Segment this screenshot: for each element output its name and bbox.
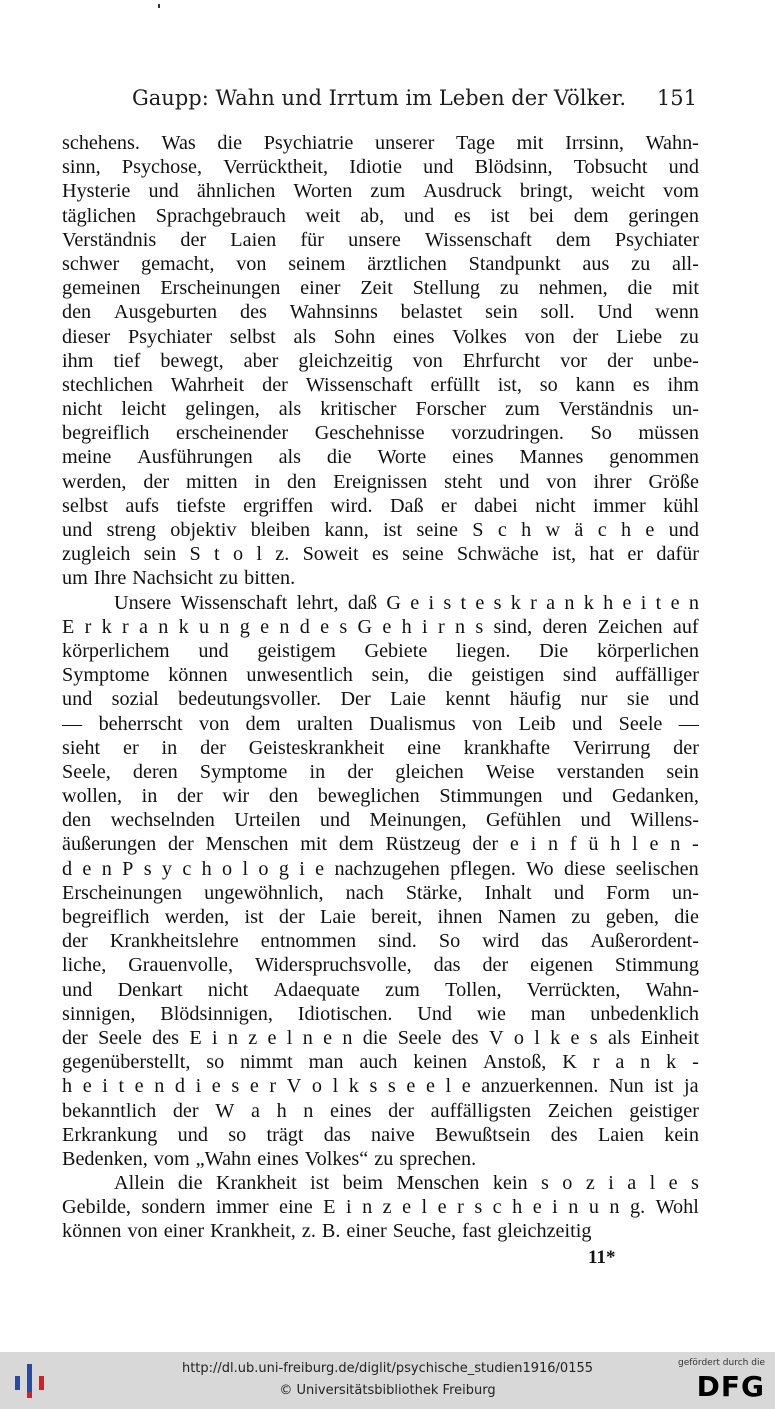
text-line: wollen, in der wir den beweglichen Stimmungen und Gedanken,	[62, 785, 699, 808]
text-line: gemeinen Erscheinungen einer Zeit Stellung zu nehmen, die mit	[62, 277, 699, 300]
text-line: werden, der mitten in den Ereignissen steht und von ihrer Größe	[62, 470, 699, 493]
page-header	[62, 86, 697, 118]
text-line: und streng objektiv bleiben kann, ist seine S c h w ä c h e und	[62, 519, 699, 541]
text-line: den Ausgeburten des Wahnsinns belastet sein soll. Und wenn	[62, 301, 699, 324]
text-line: Hysterie und ähnlichen Worten zum Ausdruck bringt, weicht vom	[62, 180, 699, 203]
text-line: den wechselnden Urteilen und Meinungen, Gefühlen und Willens-	[62, 809, 699, 832]
dfg-logo[interactable]: DFG	[696, 1370, 765, 1403]
text-line: Seele, deren Symptome in der gleichen Weise verstanden sein	[62, 760, 699, 783]
body-text	[62, 131, 699, 1244]
text-line: nicht leicht gelingen, als kritischer Forscher zum Verständnis un-	[62, 398, 699, 421]
text-line: — beherrscht von dem uralten Dualismus von Leib und Seele —	[62, 712, 699, 735]
text-line: Erkrankung und so trägt das naive Bewußtsein des Laien kein	[62, 1123, 699, 1146]
text-line: d e n P s y c h o l o g i e nachzugehen pflegen. Wo diese seelischen	[62, 857, 699, 880]
text-line: sinnigen, Blödsinnigen, Idiotischen. Und wie man unbedenklich	[62, 1002, 699, 1025]
scan-mark	[158, 4, 160, 8]
dfg-note: gefördert durch die	[678, 1358, 765, 1368]
text-line: Bedenken, vom „Wahn eines Volkes“ zu sprechen.	[62, 1147, 477, 1170]
document-url[interactable]: http://dl.ub.uni-freiburg.de/diglit/psychische_studien1916/0155	[181, 1361, 594, 1376]
text-line: und Denkart nicht Adaequate zum Tollen, Verrückten, Wahn-	[62, 978, 699, 1001]
text-line: der Krankheitslehre entnommen sind. So wird das Außerordent-	[62, 930, 699, 953]
text-line: Symptome können unwesentlich sein, die geistigen sind auffälliger	[62, 664, 699, 687]
text-line: der Seele des E i n z e l n e n die Seele des V o l k e s als Einheit	[62, 1026, 699, 1049]
text-line: schwer gemacht, von seinem ärztlichen Standpunkt aus zu all-	[62, 252, 699, 275]
viewer-footer	[0, 1352, 775, 1409]
text-line: begreiflich erscheinender Geschehnisse vorzudringen. So müssen	[62, 422, 699, 445]
text-line: Erscheinungen ungewöhnlich, nach Stärke, Inhalt und Form un-	[62, 881, 699, 904]
text-line: Unsere Wissenschaft lehrt, daß G e i s t e s k r a n k h e i t e n	[114, 591, 699, 614]
page-number: 151	[656, 86, 697, 110]
signature-mark: 11*	[588, 1247, 616, 1268]
text-line: um Ihre Nachsicht zu bitten.	[62, 567, 296, 590]
text-line: Gebilde, sondern immer eine E i n z e l e r s c h e i n u n g. Wohl	[62, 1196, 699, 1219]
text-line: selbst aufs tiefste ergriffen wird. Daß er dabei nicht immer kühl	[62, 494, 699, 517]
text-line: sieht er in der Geisteskrankheit eine krankhafte Verirrung der	[62, 736, 699, 759]
text-line: begreiflich werden, ist der Laie bereit, ihnen Namen zu geben, die	[62, 906, 699, 928]
text-line: körperlichem und geistigem Gebiete liegen. Die körperlichen	[62, 639, 699, 662]
text-line: meine Ausführungen als die Worte eines Mannes genommen	[62, 446, 699, 469]
text-line: zugleich sein S t o l z. Soweit es seine Schwäche ist, hat er dafür	[62, 543, 699, 566]
copyright-notice: © Universitätsbibliothek Freiburg	[279, 1383, 496, 1398]
text-line: Verständnis der Laien für unsere Wissenschaft dem Psychiater	[62, 228, 699, 251]
text-line: liche, Grauenvolle, Widerspruchsvolle, das der eigenen Stimmung	[62, 954, 699, 977]
text-line: dieser Psychiater selbst als Sohn eines Volkes von der Liebe zu	[62, 325, 699, 348]
text-line: ihm tief bewegt, aber gleichzeitig von Ehrfurcht vor der unbe-	[62, 349, 699, 372]
text-line: E r k r a n k u n g e n d e s G e h i r n s sind, deren Zeichen auf	[62, 615, 699, 638]
text-line: äußerungen der Menschen mit dem Rüstzeug der e i n f ü h l e n -	[62, 833, 699, 856]
text-line: können von einer Krankheit, z. B. einer Seuche, fast gleichzeitig	[62, 1220, 592, 1243]
text-line: und sozial bedeutungsvoller. Der Laie kennt häufig nur sie und	[62, 688, 699, 711]
text-line: h e i t e n d i e s e r V o l k s s e e l e anzuerkennen. Nun ist ja	[62, 1075, 699, 1098]
text-line: bekanntlich der W a h n eines der auffälligsten Zeichen geistiger	[62, 1099, 699, 1122]
text-line: gegenüberstellt, so nimmt man auch keinen Anstoß, K r a n k -	[62, 1051, 699, 1074]
text-line: stechlichen Wahrheit der Wissenschaft erfüllt ist, so kann es ihm	[62, 373, 699, 396]
text-line: schehens. Was die Psychiatrie unserer Tage mit Irrsinn, Wahn-	[62, 132, 699, 154]
text-line: Allein die Krankheit ist beim Menschen kein s o z i a l e s	[114, 1172, 699, 1195]
text-line: sinn, Psychose, Verrücktheit, Idiotie und Blödsinn, Tobsucht und	[62, 156, 699, 179]
text-line: täglichen Sprachgebrauch weit ab, und es ist bei dem geringen	[62, 204, 699, 227]
running-head: Gaupp: Wahn und Irrtum im Leben der Völker.	[132, 86, 627, 110]
